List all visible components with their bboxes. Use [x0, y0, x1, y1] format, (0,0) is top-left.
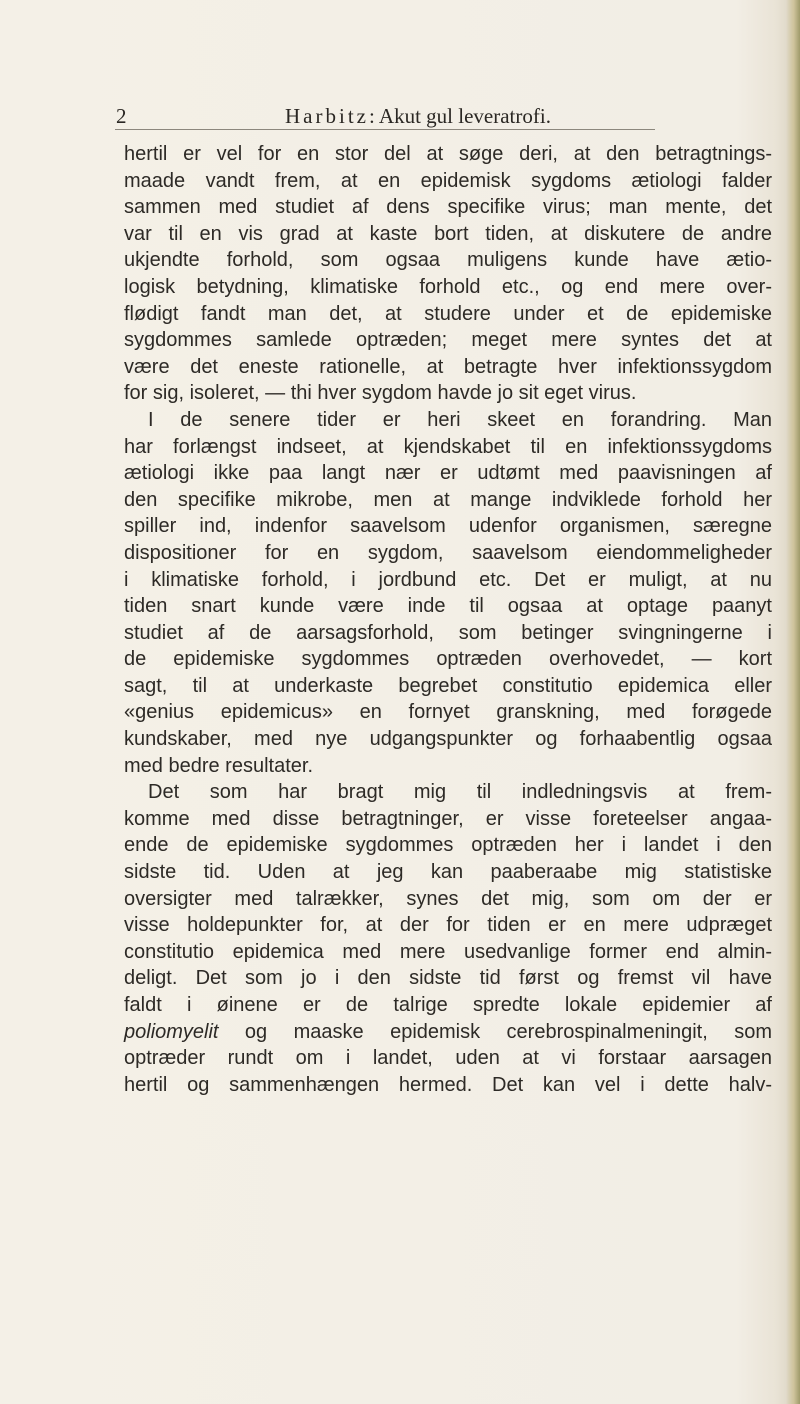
- title-separator: :: [368, 104, 375, 128]
- text-line: [124, 1019, 772, 1046]
- text-line: visse holdepunkter for, at der for tiden er en mere udpræget: [124, 914, 772, 937]
- text-line: med bedre resultater.: [124, 754, 313, 777]
- text-line: sygdommes samlede optræden; meget mere syntes det at: [124, 329, 772, 352]
- text-line: sidste tid. Uden at jeg kan paaberaabe mig statistiske: [124, 861, 772, 884]
- text-line: dispositioner for en sygdom, saavelsom eiendommeligheder: [124, 541, 772, 564]
- text-line: komme med disse betragtninger, er visse foreteelser angaa-: [124, 807, 772, 830]
- text-line: de epidemiske sygdommes optræden overhovedet, — kort: [124, 648, 772, 671]
- body-text: [124, 141, 772, 1098]
- text-line: for sig, isoleret, — thi hver sygdom havde jo sit eget virus.: [124, 382, 637, 405]
- italic-term: poliomyelit: [124, 1020, 219, 1043]
- text-line: sammen med studiet af dens specifike virus; man mente, det: [124, 196, 772, 219]
- text-line: i klimatiske forhold, i jordbund etc. Det er muligt, at nu: [124, 568, 772, 591]
- text-line: kundskaber, med nye udgangspunkter og forhaabentlig ogsaa: [124, 728, 772, 751]
- article-title: Akut gul leveratrofi.: [378, 104, 551, 128]
- text-line: ukjendte forhold, som ogsaa muligens kunde have ætio-: [124, 249, 772, 272]
- text-line: maade vandt frem, at en epidemisk sygdoms ætiologi falder: [124, 169, 772, 192]
- page-number: 2: [116, 104, 127, 128]
- text-line: Det som har bragt mig til indledningsvis at frem-: [148, 781, 772, 804]
- text-line: oversigter med talrækker, synes det mig, som om der er: [124, 887, 772, 910]
- text-line: være det eneste rationelle, at betragte hver infektionssygdom: [124, 355, 772, 378]
- text-line: studiet af de aarsagsforhold, som betinger svingningerne i: [124, 621, 772, 644]
- text-line: flødigt fandt man det, at studere under et de epidemiske: [124, 302, 772, 325]
- text-line: spiller ind, indenfor saavelsom udenfor organismen, særegne: [124, 515, 772, 538]
- text-line: constitutio epidemica med mere usedvanlige former end almin-: [124, 940, 772, 963]
- text-line: I de senere tider er heri skeet en forandring. Man: [148, 408, 772, 431]
- text-line: optræder rundt om i landet, uden at vi forstaar aarsagen: [124, 1047, 772, 1070]
- text-segment: og maaske epidemisk cerebrospinalmeningit, som: [218, 1020, 772, 1043]
- page-edge-shadow: [786, 0, 800, 1404]
- text-line: ende de epidemiske sygdommes optræden her i landet i den: [124, 834, 772, 857]
- text-line: den specifike mikrobe, men at mange indviklede forhold her: [124, 488, 772, 511]
- text-line: sagt, til at underkaste begrebet constitutio epidemica eller: [124, 674, 772, 697]
- text-line: tiden snart kunde være inde til ogsaa at optage paanyt: [124, 595, 772, 618]
- text-line: var til en vis grad at kaste bort tiden, at diskutere de andre: [124, 222, 772, 245]
- text-line: hertil og sammenhængen hermed. Det kan vel i dette halv-: [124, 1073, 772, 1096]
- author-name: Harbitz: [285, 104, 369, 128]
- text-line: «genius epidemicus» en fornyet granskning, med forøgede: [124, 701, 772, 724]
- text-line: ætiologi ikke paa langt nær er udtømt med paavisningen af: [124, 462, 772, 485]
- text-line: deligt. Det som jo i den sidste tid først og fremst vil have: [124, 967, 772, 990]
- text-line: faldt i øinene er de talrige spredte lokale epidemier af: [124, 994, 772, 1016]
- text-line: hertil er vel for en stor del at søge deri, at den betragtnings-: [124, 143, 772, 165]
- text-line: har forlængst indseet, at kjendskabet til en infektionssygdoms: [124, 435, 772, 458]
- header-rule: [115, 129, 655, 130]
- running-title: [285, 104, 551, 129]
- text-line: logisk betydning, klimatiske forhold etc., og end mere over-: [124, 275, 772, 298]
